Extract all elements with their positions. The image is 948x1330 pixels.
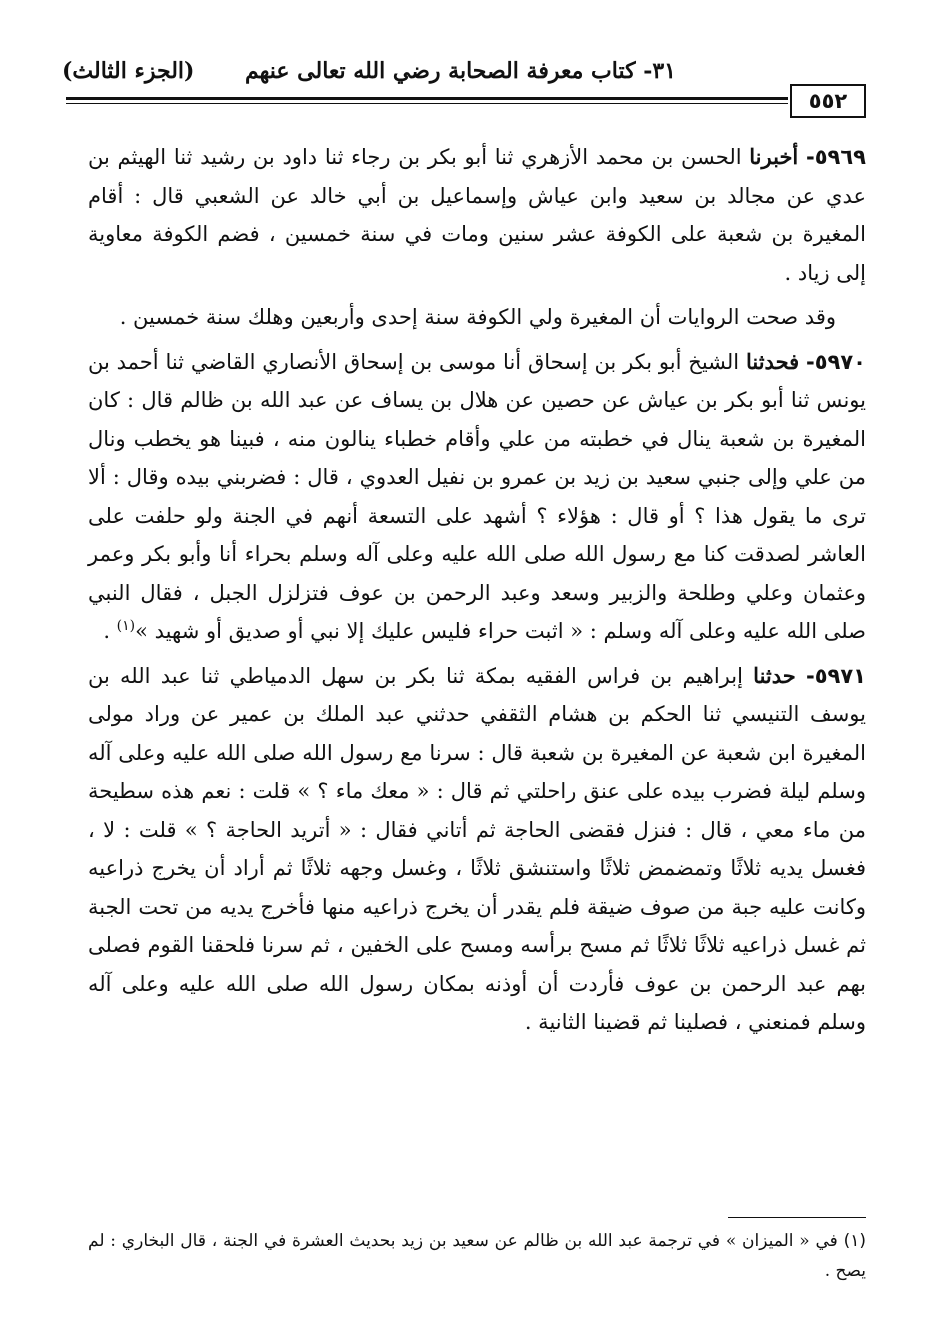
footnote-text: في « الميزان » في ترجمة عبد الله بن ظالم عن سعيد بن زيد بحديث العشرة في الجنة ، قال البخاري : لم يصح . <box>88 1231 866 1281</box>
entry-5970 <box>88 343 866 651</box>
entry-note <box>88 298 866 337</box>
entry-text: الشيخ أبو بكر بن إسحاق أنا موسى بن إسحاق الأنصاري القاضي ثنا أحمد بن يونس ثنا أبو بكر بن عياش عن حصين عن هلال بن يساف عن عبد الله بن ظالم قال : كان المغيرة بن شعبة ينال في خطبته من علي وأقام خطباء ينالون منه ، فبينا هو يخطب ونال من علي وإلى جنبي سعيد بن زيد بن عمرو بن نفيل العدوي ، قال : فضربني بيده وقال : ألا ترى ما يقول هذا ؟ أو قال : هؤلاء ؟ أشهد على التسعة أنهم في الجنة ولو حلفت على العاشر لصدقت كنا مع رسول الله صلى الله عليه وعلى آله وسلم بحراء أنا وأبو بكر وعمر وعثمان وعلي وطلحة والزبير وسعد وعبد الرحمن بن عوف فتزلزل الجبل ، فقال النبي صلى الله عليه وعلى آله وسلم : « اثبت حراء فليس عليك إلا نبي أو صديق أو شهيد » <box>88 349 866 643</box>
entry-text: وقد صحت الروايات أن المغيرة ولي الكوفة سنة إحدى وأربعين وهلك سنة خمسين . <box>119 305 836 329</box>
main-text <box>88 138 866 1048</box>
entry-text-end: . <box>103 619 117 643</box>
volume-label: (الجزء الثالث) <box>62 58 195 84</box>
entry-keyword: حدثنا <box>753 662 796 688</box>
entry-5971 <box>88 657 866 1042</box>
page-header <box>62 58 866 92</box>
footnote <box>88 1226 866 1286</box>
entry-keyword: فحدثنا <box>745 348 800 374</box>
footnote-mark: (١) <box>843 1231 867 1251</box>
entry-text: إبراهيم بن فراس الفقيه بمكة ثنا بكر بن سهل الدمياطي ثنا عبد الله بن يوسف التنيسي ثنا الحكم بن هشام الثقفي حدثني عبد الملك بن عمير عن وراد مولى المغيرة ابن شعبة عن المغيرة بن شعبة قال : سرنا مع رسول الله صلى الله عليه وعلى آله وسلم ليلة فضرب بيده على عنق راحلتي ثم قال : « معك ماء ؟ » قلت : نعم هذه سطيحة من ماء معي ، قال : فنزل فقضى الحاجة ثم أتاني فقال : « أتريد الحاجة ؟ » قلت : لا ، فغسل يديه ثلاثًا وتمضمض ثلاثًا واستنشق ثلاثًا ، وغسل وجهه ثلاثًا ثم أراد أن يخرج ذراعيه وكانت عليه جبة من صوف ضيقة فلم يقدر أن يخرج ذراعيه منها فأخرج يديه من تحت الجبة ثم غسل ذراعيه ثلاثًا ثلاثًا ثم مسح برأسه ومسح على الخفين ، ثم سرنا فلحقنا القوم فصلى بهم عبد الرحمن بن عوف فأردت أن أوذنه بمكان رسول الله صلى الله عليه وعلى آله وسلم فمنعني ، فصلينا ثم قضينا الثانية . <box>88 663 866 1034</box>
entry-keyword: أخبرنا <box>749 144 799 169</box>
entry-number: ٥٩٧١- <box>805 663 866 688</box>
chapter-title: ٣١- كتاب معرفة الصحابة رضي الله تعالى عنهم <box>244 58 676 84</box>
entry-number: ٥٩٦٩- <box>805 145 866 169</box>
footnote-rule <box>728 1217 866 1218</box>
entry-number: ٥٩٧٠- <box>806 349 866 374</box>
entry-5969 <box>88 138 866 292</box>
entry-text: الحسن بن محمد الأزهري ثنا أبو بكر بن رجاء ثنا داود بن رشيد ثنا الهيثم بن عدي عن مجالد بن سعيد وابن عياش وإسماعيل بن أبي خالد عن الشعبي قال : أقام المغيرة بن شعبة على الكوفة عشر سنين ومات في سنة خمسين ، فضم الكوفة معاوية إلى زياد . <box>88 145 866 285</box>
footnote-reference: (١) <box>116 618 136 634</box>
header-rule-thin <box>66 103 788 104</box>
page-number: ٥٥٢ <box>790 84 866 118</box>
header-rule <box>66 97 788 100</box>
